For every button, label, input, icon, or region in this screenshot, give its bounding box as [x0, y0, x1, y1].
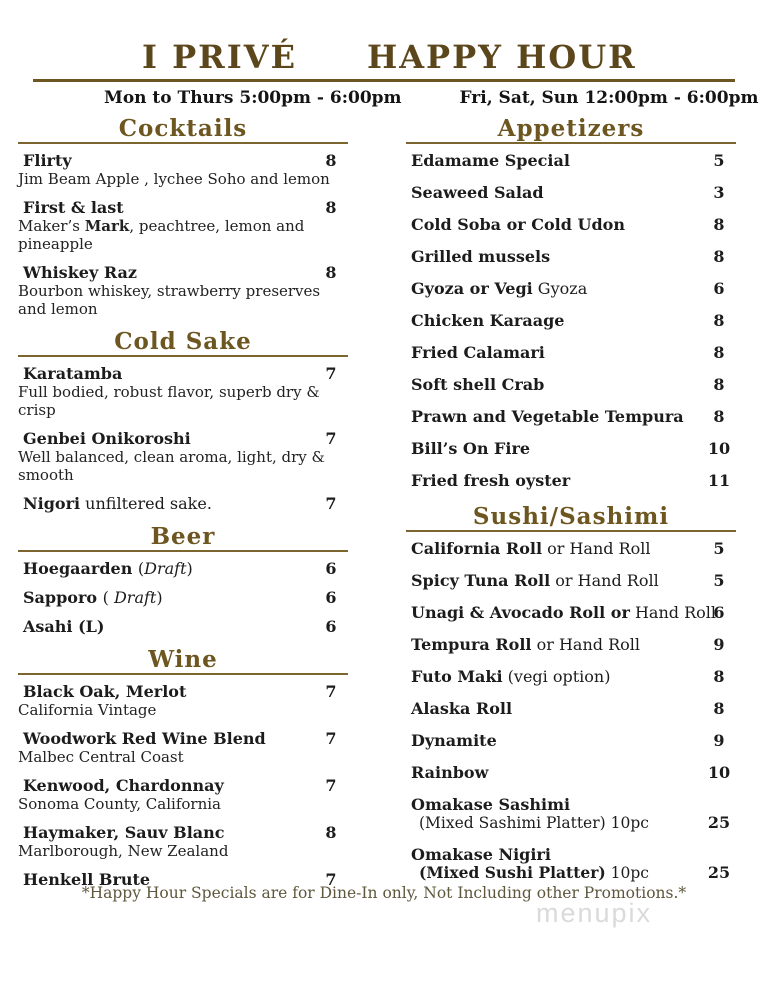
item-name	[406, 440, 736, 458]
menu-columns	[0, 116, 768, 900]
menu-item	[406, 216, 736, 234]
item-text	[406, 764, 736, 782]
item-description-segment: Jim Beam Apple , lychee Soho and lemon	[18, 170, 330, 188]
item-text	[18, 560, 348, 578]
item-name-segment: Grilled mussels	[411, 247, 551, 266]
item-name-segment: Whiskey Raz	[23, 263, 137, 282]
item-name-segment: Seaweed Salad	[411, 183, 544, 202]
menu-item	[406, 248, 736, 266]
footnote: *Happy Hour Specials are for Dine-In only, Not Including other Promotions.*	[81, 884, 687, 902]
item-name-segment: Spicy Tuna Roll	[411, 571, 551, 590]
menu-section	[18, 524, 348, 636]
item-name-segment: (	[137, 559, 145, 578]
item-description-segment: Bourbon whiskey, strawberry preserves and lemon	[18, 282, 321, 318]
item-name-segment: (	[102, 588, 114, 607]
menu-title: HAPPY HOUR	[366, 38, 637, 76]
item-price: 6	[713, 279, 725, 298]
item-name	[18, 777, 348, 795]
item-description	[18, 170, 348, 188]
menu-section	[18, 116, 348, 318]
section-heading: Wine	[18, 647, 348, 675]
menu-item	[18, 365, 348, 419]
item-name-segment: Omakase Sashimi	[411, 795, 571, 814]
item-name-segment: Karatamba	[23, 364, 123, 383]
item-description-segment: Full bodied, robust flavor, superb dry & crisp	[18, 383, 320, 419]
item-price: 8	[713, 215, 725, 234]
item-name-segment: unfiltered sake.	[80, 494, 212, 513]
item-description-segment: Maker’s	[18, 217, 85, 235]
menu-item	[406, 280, 736, 298]
item-price: 8	[713, 247, 725, 266]
right-column	[406, 116, 736, 900]
menu-section	[406, 504, 736, 882]
item-name	[406, 248, 736, 266]
item-name	[18, 560, 348, 578]
section-heading: Beer	[18, 524, 348, 552]
item-name	[406, 796, 736, 814]
section-heading: Cold Sake	[18, 329, 348, 357]
item-text	[406, 152, 736, 170]
item-price: 8	[325, 198, 337, 217]
item-description	[18, 842, 348, 860]
item-price: 8	[713, 311, 725, 330]
item-price: 10	[707, 763, 731, 782]
item-price: 7	[325, 870, 337, 889]
item-name	[18, 365, 348, 383]
item-price: 8	[325, 823, 337, 842]
item-subline-segment: (Mixed Sushi Platter)	[419, 863, 606, 882]
menu-item	[406, 440, 736, 458]
item-subline	[406, 864, 736, 882]
hours-weekend: Fri, Sat, Sun 12:00pm - 6:00pm	[459, 88, 759, 108]
item-name-segment: Woodwork Red Wine Blend	[23, 729, 266, 748]
section-heading: Appetizers	[406, 116, 736, 144]
item-description-segment: Malbec Central Coast	[18, 748, 184, 766]
item-name	[406, 668, 736, 686]
item-price: 8	[713, 343, 725, 362]
item-text	[18, 152, 348, 188]
item-text	[406, 440, 736, 458]
item-price: 8	[325, 263, 337, 282]
item-price: 9	[713, 731, 725, 750]
item-price: 5	[713, 539, 725, 558]
item-description-segment: Sonoma County, California	[18, 795, 221, 813]
item-name	[406, 344, 736, 362]
item-name	[406, 732, 736, 750]
item-text	[406, 700, 736, 718]
item-price: 3	[713, 183, 725, 202]
item-name-segment: Bill’s On Fire	[411, 439, 531, 458]
menu-item	[406, 472, 736, 490]
item-name-segment: Edamame Special	[411, 151, 570, 170]
item-name	[406, 184, 736, 202]
hours-weekday: Mon to Thurs 5:00pm - 6:00pm	[104, 88, 402, 108]
item-price: 8	[713, 699, 725, 718]
item-name-segment: Fried Calamari	[411, 343, 545, 362]
item-text	[406, 344, 736, 362]
title-row	[0, 38, 768, 76]
menu-item	[18, 824, 348, 860]
item-description-segment: Well balanced, clean aroma, light, dry & smooth	[18, 448, 325, 484]
item-name	[18, 199, 348, 217]
menu-item	[406, 540, 736, 558]
item-name	[406, 216, 736, 234]
item-name-segment: Cold Soba or Cold Udon	[411, 215, 625, 234]
item-text	[18, 264, 348, 318]
item-text	[18, 730, 348, 766]
item-price: 7	[325, 729, 337, 748]
item-name-segment: Chicken Karaage	[411, 311, 565, 330]
item-price: 7	[325, 494, 337, 513]
item-text	[406, 408, 736, 426]
item-name-segment: Genbei Onikoroshi	[23, 429, 191, 448]
hours-row	[0, 89, 768, 108]
item-text	[18, 430, 348, 484]
item-name	[18, 618, 348, 636]
item-name	[18, 430, 348, 448]
menu-item	[18, 618, 348, 636]
menu-item	[406, 700, 736, 718]
item-description	[18, 217, 348, 253]
item-text	[406, 216, 736, 234]
item-price: 5	[713, 151, 725, 170]
item-price: 8	[713, 407, 725, 426]
left-column	[18, 116, 348, 900]
item-name-segment: )	[156, 588, 163, 607]
menu-item	[406, 572, 736, 590]
item-text	[406, 376, 736, 394]
section-heading: Sushi/Sashimi	[406, 504, 736, 532]
item-price: 8	[325, 151, 337, 170]
item-price: 10	[707, 439, 731, 458]
item-name	[406, 846, 736, 864]
item-name-segment: Unagi & Avocado Roll or	[411, 603, 630, 622]
item-description	[18, 795, 348, 813]
item-text	[18, 683, 348, 719]
item-text	[406, 796, 736, 832]
menu-item	[406, 846, 736, 882]
item-text	[406, 540, 736, 558]
menu-item	[406, 796, 736, 832]
watermark: menupix	[536, 898, 653, 928]
item-description	[18, 701, 348, 719]
menu-item	[406, 636, 736, 654]
item-text	[18, 777, 348, 813]
menu-section	[406, 116, 736, 490]
menu-item	[406, 732, 736, 750]
item-name	[18, 730, 348, 748]
item-name-segment: Kenwood, Chardonnay	[23, 776, 224, 795]
item-description	[18, 383, 348, 419]
item-name	[18, 824, 348, 842]
item-text	[406, 184, 736, 202]
item-subline-segment: (Mixed Sashimi Platter) 10pc	[419, 814, 649, 832]
item-name-segment: or Hand Roll	[531, 635, 640, 654]
menu-item	[406, 152, 736, 170]
menu-item	[406, 376, 736, 394]
item-name	[18, 589, 348, 607]
restaurant-name: I PRIVÉ	[142, 38, 297, 76]
item-name-segment: Soft shell Crab	[411, 375, 545, 394]
item-text	[18, 824, 348, 860]
item-text	[18, 199, 348, 253]
item-price: 8	[713, 375, 725, 394]
menu-item	[406, 668, 736, 686]
section-heading: Cocktails	[18, 116, 348, 144]
menu-item	[18, 199, 348, 253]
menu-item	[406, 764, 736, 782]
item-price: 6	[325, 588, 337, 607]
menu-item	[18, 777, 348, 813]
menu-item	[406, 312, 736, 330]
menu-section	[18, 647, 348, 889]
menu-item	[406, 344, 736, 362]
item-text	[406, 248, 736, 266]
item-price: 7	[325, 682, 337, 701]
item-text	[406, 636, 736, 654]
item-price: 6	[325, 617, 337, 636]
item-description-segment: Marlborough, New Zealand	[18, 842, 229, 860]
item-price: 5	[713, 571, 725, 590]
item-text	[406, 312, 736, 330]
item-price: 6	[325, 559, 337, 578]
item-price: 7	[325, 776, 337, 795]
item-price: 25	[707, 813, 731, 832]
item-name-segment: or Hand Roll	[542, 539, 651, 558]
menu-item	[18, 683, 348, 719]
item-name	[406, 700, 736, 718]
item-name-segment: Henkell Brute	[23, 870, 151, 889]
item-text	[406, 604, 736, 622]
menu-section	[18, 329, 348, 513]
title-divider	[33, 79, 735, 82]
item-name	[406, 408, 736, 426]
item-name-segment: Tempura Roll	[411, 635, 532, 654]
item-name-segment: Hoegaarden	[23, 559, 138, 578]
item-text	[406, 572, 736, 590]
item-name-segment: Draft	[144, 559, 187, 578]
item-subline	[406, 814, 736, 832]
item-name-segment: (vegi option)	[502, 667, 611, 686]
item-name-segment: Black Oak, Merlot	[23, 682, 187, 701]
item-name	[406, 280, 736, 298]
item-name-segment: Gyoza	[532, 279, 588, 298]
item-name-segment: Haymaker, Sauv Blanc	[23, 823, 225, 842]
item-name	[18, 264, 348, 282]
item-subline-segment: 10pc	[605, 864, 649, 882]
item-description-segment: , peachtree, lemon and pineapple	[18, 217, 305, 253]
item-name	[406, 472, 736, 490]
item-name-segment: California Roll	[411, 539, 543, 558]
item-name-segment: Futo Maki	[411, 667, 503, 686]
item-description	[18, 282, 348, 318]
item-price: 9	[713, 635, 725, 654]
item-name	[406, 764, 736, 782]
item-name-segment: Alaska Roll	[411, 699, 513, 718]
menu-item	[18, 430, 348, 484]
item-name-segment: Rainbow	[411, 763, 489, 782]
item-name	[406, 152, 736, 170]
item-description	[18, 448, 348, 484]
menu-item	[18, 495, 348, 513]
item-text	[18, 589, 348, 607]
item-description-segment: California Vintage	[18, 701, 157, 719]
item-name-segment: Flirty	[23, 151, 72, 170]
item-name-segment: Prawn and Vegetable Tempura	[411, 407, 684, 426]
item-name-segment: Nigori	[23, 494, 81, 513]
menu-item	[18, 560, 348, 578]
menu-item	[18, 589, 348, 607]
item-name	[406, 312, 736, 330]
item-name	[406, 376, 736, 394]
item-text	[406, 846, 736, 882]
item-text	[406, 280, 736, 298]
item-name	[406, 636, 736, 654]
menu-item	[18, 730, 348, 766]
item-name-segment: or Hand Roll	[550, 571, 659, 590]
item-text	[406, 668, 736, 686]
item-description	[18, 748, 348, 766]
item-price: 7	[325, 364, 337, 383]
menu-item	[18, 152, 348, 188]
item-name-segment: Draft	[113, 588, 157, 607]
item-name	[406, 540, 736, 558]
item-name	[18, 152, 348, 170]
item-name	[18, 495, 348, 513]
menu-header	[0, 0, 768, 108]
item-name-segment: Sapporo	[23, 588, 103, 607]
item-price: 8	[713, 667, 725, 686]
item-name-segment: Omakase Nigiri	[411, 845, 551, 864]
item-text	[18, 495, 348, 513]
item-price: 11	[707, 471, 731, 490]
menu-item	[18, 264, 348, 318]
item-name	[406, 604, 736, 622]
item-text	[18, 618, 348, 636]
item-text	[406, 732, 736, 750]
menu-item	[406, 184, 736, 202]
item-text	[406, 472, 736, 490]
item-name-segment: Asahi (L)	[23, 617, 105, 636]
item-name-segment: First & last	[23, 198, 124, 217]
item-description-segment: Mark	[84, 217, 130, 235]
menu-item	[406, 408, 736, 426]
item-name-segment: Fried fresh oyster	[411, 471, 571, 490]
item-text	[18, 365, 348, 419]
item-price: 6	[713, 603, 725, 622]
item-name-segment: Gyoza or Vegi	[411, 279, 533, 298]
item-price: 7	[325, 429, 337, 448]
item-name	[406, 572, 736, 590]
item-name-segment: Hand Roll	[629, 603, 716, 622]
item-name-segment: )	[186, 559, 193, 578]
item-price: 25	[707, 863, 731, 882]
menu-item	[406, 604, 736, 622]
item-name	[18, 683, 348, 701]
item-name-segment: Dynamite	[411, 731, 497, 750]
